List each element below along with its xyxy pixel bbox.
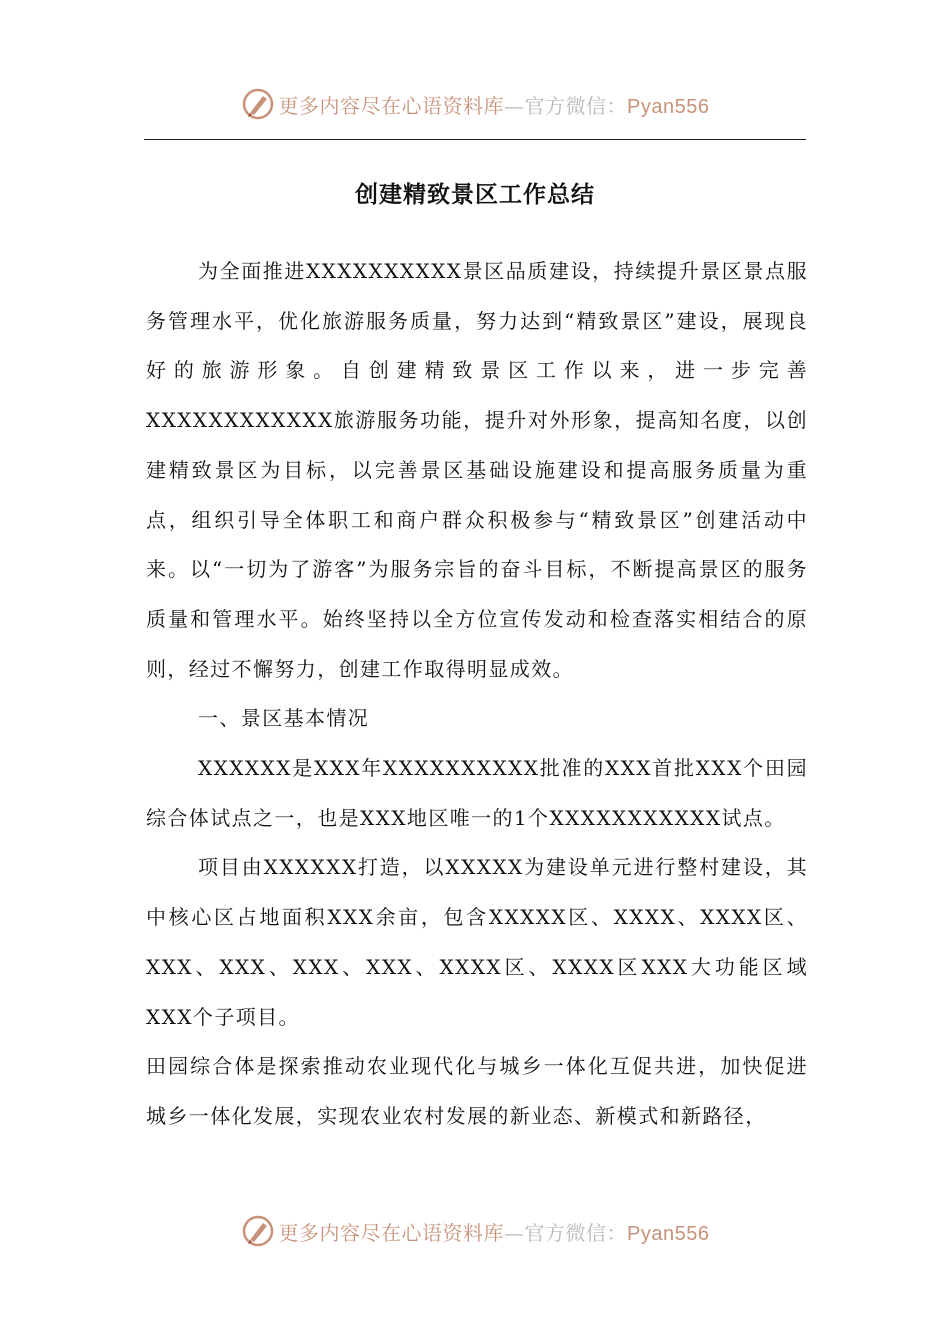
banner-separator: — <box>504 1220 525 1245</box>
pen-logo-icon <box>241 1214 275 1248</box>
page-title: 创建精致景区工作总结 <box>355 182 595 208</box>
banner-wechat-id: Pyan556 <box>627 1222 710 1245</box>
paragraph-complex: 田园综合体是探索推动农业现代化与城乡一体化互促共进，加快促进城乡一体化发展，实现农业农村发展的新业态、新模式和新路径， <box>146 1054 808 1128</box>
banner-cn: 更多内容尽在心语资料库 <box>278 1220 505 1245</box>
banner-text <box>279 1217 710 1246</box>
paragraph-intro: 为全面推进XXXXXXXXXX景区品质建设，持续提升景区景点服务管理水平，优化旅游服务质量，努力达到“精致景区”建设，展现良好的旅游形象。自创建精致景区工作以来，进一步完善XXXXXXXXXXXX旅游服务功能，提升对外形象，提高知名度，以创建精致景区为目标，以完善景区基础设施建设和提高服务质量为重点，组织引导全体职工和商户群众积极参与“精致景区”创建活动中来。以“一切为了游客”为服务宗旨的奋斗目标，不断提高景区的服务质量和管理水平。始终坚持以全方位宣传发动和检查落实相结合的原则，经过不懈努力，创建工作取得明显成效。 <box>146 259 808 681</box>
footer-banner <box>0 1211 950 1251</box>
banner-wechat-id: Pyan556 <box>627 95 710 118</box>
header-banner <box>0 84 950 124</box>
header-divider <box>144 139 806 140</box>
paragraph-basic-info: XXXXXX是XXX年XXXXXXXXXX批准的XXX首批XXX个田园综合体试点之一，也是XXX地区唯一的1个XXXXXXXXXXX试点。 <box>146 756 808 830</box>
pen-logo-icon <box>241 87 275 121</box>
section-heading: 一、景区基本情况 <box>198 706 370 731</box>
banner-label: 官方微信： <box>524 1220 628 1245</box>
paragraph-project: 项目由XXXXXX打造，以XXXXX为建设单元进行整村建设，其中核心区占地面积XXX余亩，包含XXXXX区、XXXX、XXXX区、XXX、XXX、XXX、XXX、XXXX区、XXXX区XXX大功能区域XXX个子项目。 <box>146 855 808 1029</box>
document-body <box>146 247 808 1142</box>
banner-separator: — <box>504 93 525 118</box>
banner-label: 官方微信： <box>524 93 628 118</box>
banner-cn: 更多内容尽在心语资料库 <box>278 93 505 118</box>
banner-text <box>279 90 710 119</box>
